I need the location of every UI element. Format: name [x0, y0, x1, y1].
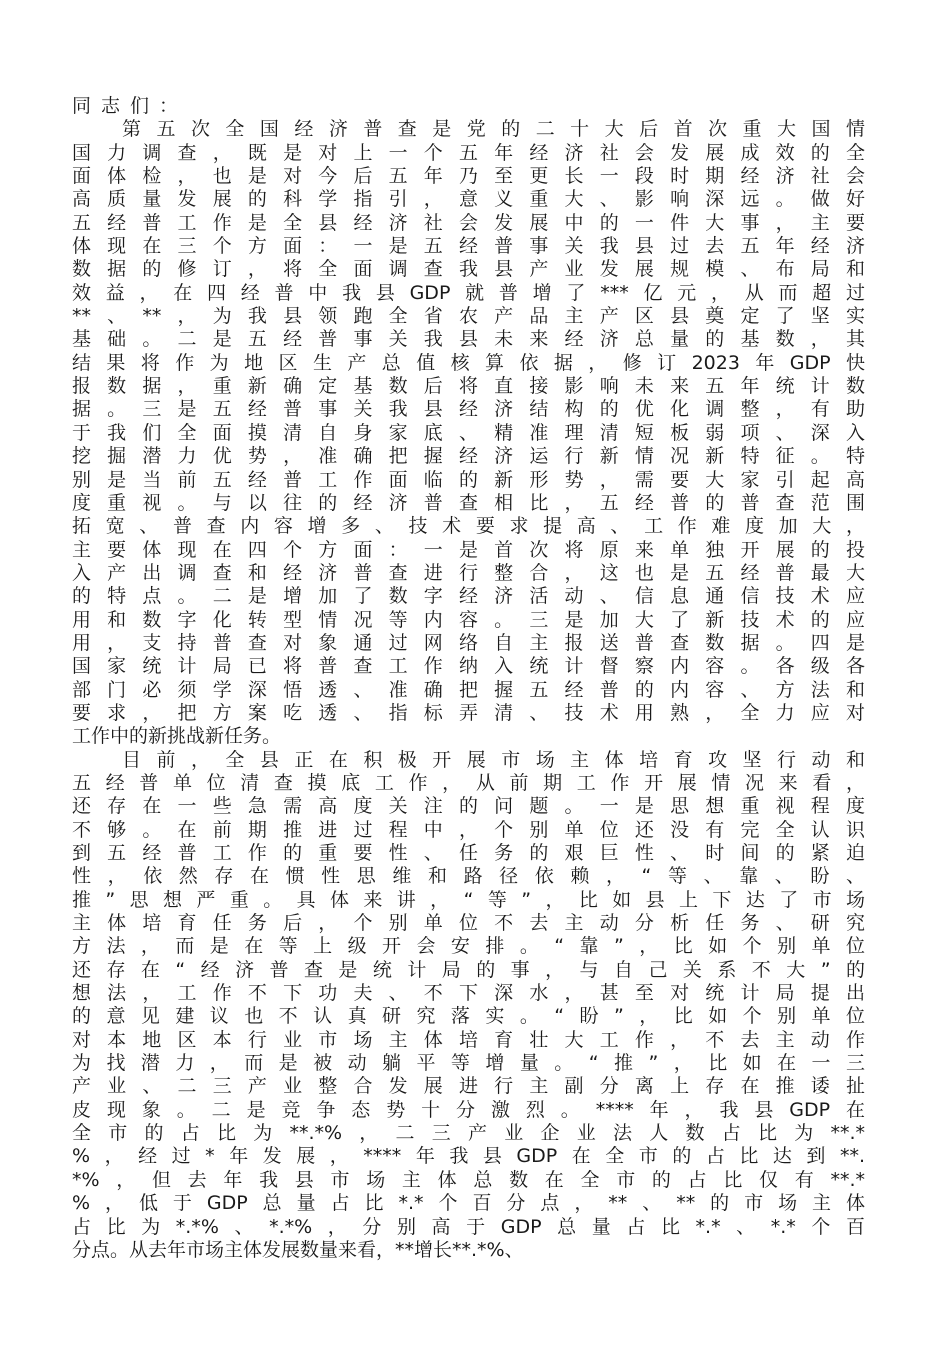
- text-line: 占比为*.*%、*.*%，分别高于GDP总量占比*.*、*.*个百: [72, 1215, 865, 1238]
- text-line: 的特点。二是增加了数字经济活动、信息通信技术应: [72, 585, 865, 608]
- text-line: 还存在一些急需高度关注的问题。一是思想重视程度: [72, 795, 865, 818]
- text-line: 五经普工作是全县经济社会发展中的一件大事，主要: [72, 211, 865, 234]
- text-line: **、**，为我县领跑全省农产品主产区县奠定了坚实: [72, 305, 865, 328]
- text-line: 度重视。与以往的经济普查相比，五经普的普查范围: [72, 491, 865, 514]
- text-line: 五经普单位清查摸底工作，从前期工作开展情况来看，: [72, 771, 865, 794]
- text-line: *%，但去年我县市场主体总数在全市的占比仅有**.*: [72, 1168, 865, 1191]
- paragraphs: [72, 118, 865, 1262]
- text-line: 主体培育任务后，个别单位不去主动分析任务、研究: [72, 912, 865, 935]
- text-line: %，经过*年发展，****年我县GDP在全市的占比达到**.: [72, 1145, 865, 1168]
- text-line: 用和数字化转型情况等内容。三是加大了新技术的应: [72, 608, 865, 631]
- paragraph: [72, 118, 865, 748]
- text-line: 还存在“经济普查是统计局的事，与自己关系不大”的: [72, 958, 865, 981]
- text-line: 部门必须学深悟透、准确把握五经普的内容、方法和: [72, 678, 865, 701]
- text-line: 于我们全面摸清自身家底、精准理清短板弱项、深入: [72, 421, 865, 444]
- text-line: 主要体现在四个方面：一是首次将原来单独开展的投: [72, 538, 865, 561]
- text-line: 对本地区本行业市场主体培育壮大工作，不去主动作: [72, 1028, 865, 1051]
- text-line: 要求，把方案吃透、指标弄清、技术用熟，全力应对: [72, 701, 865, 724]
- text-line: 体现在三个方面：一是五经普事关我县过去五年经济: [72, 235, 865, 258]
- text-line: 据。三是五经普事关我县经济结构的优化调整，有助: [72, 398, 865, 421]
- text-line: 国家统计局已将普查工作纳入统计督察内容。各级各: [72, 655, 865, 678]
- text-line: 国力调查，既是对上一个五年经济社会发展成效的全: [72, 141, 865, 164]
- salutation: 同志们：: [72, 95, 189, 117]
- text-line: 基础。二是五经普事关我县未来经济总量的基数，其: [72, 328, 865, 351]
- text-line: 效益，在四经普中我县GDP就普增了***亿元，从而超过: [72, 281, 865, 304]
- text-line: 到五经普工作的重要性、任务的艰巨性、时间的紧迫: [72, 842, 865, 864]
- text-line: 用，支持普查对象通过网络自主报送普查数据。四是: [72, 631, 865, 654]
- text-line: 挖掘潜力优势，准确把握经济运行新情况新特征。特: [72, 445, 865, 468]
- text-line: 目前，全县正在积极开展市场主体培育攻坚行动和: [122, 748, 865, 771]
- text-line: 的意见建议也不认真研究落实。“盼”，比如个别单位: [72, 1005, 865, 1028]
- text-line: 方法，而是在等上级开会安排。“靠”，比如个别单位: [72, 935, 865, 958]
- text-line: 皮现象。二是竞争态势十分激烈。****年，我县GDP在: [72, 1098, 865, 1121]
- text-line: 高质量发展的科学指引，意义重大、影响深远。做好: [72, 188, 865, 211]
- text-line: 第五次全国经济普查是党的二十大后首次重大国情: [122, 118, 865, 141]
- text-line: 别是当前五经普工作面临的新形势，需要大家引起高: [72, 468, 865, 491]
- text-line: 全市的占比为**.*%，二三产业企业法人数占比为**.*: [72, 1122, 865, 1145]
- text-line: %，低于GDP总量占比*.*个百分点，**、**的市场主体: [72, 1192, 865, 1215]
- paragraph: [72, 749, 865, 1263]
- text-line: 性，依然存在惯性思维和路径依赖，“等、靠、盼、: [72, 865, 865, 888]
- text-line: 面体检，也是对今后五年乃至更长一段时期经济社会: [72, 165, 865, 188]
- text-line: 结果将作为地区生产总值核算依据，修订2023年GDP快: [72, 351, 865, 374]
- document-body: [72, 95, 865, 1262]
- text-line: 分点。从去年市场主体发展数量来看，**增长**.*%、: [72, 1238, 524, 1261]
- text-line: 工作中的新挑战新任务。: [72, 725, 282, 748]
- text-line: 为找潜力，而是被动躺平等增量。“推”，比如在一三: [72, 1052, 865, 1075]
- text-line: 报数据，重新确定基数后将直接影响未来五年统计数: [72, 375, 865, 398]
- text-line: 不够。在前期推进过程中，个别单位还没有完全认识: [72, 818, 865, 841]
- text-line: 推”思想严重。具体来讲，“等”，比如县上下达了市场: [72, 888, 865, 911]
- text-line: 数据的修订，将全面调查我县产业发展规模、布局和: [72, 258, 865, 281]
- text-line: 想法，工作不下功夫、不下深水，甚至对统计局提出: [72, 982, 865, 1005]
- text-line: 产业、二三产业整合发展进行主副分离上存在推诿扯: [72, 1075, 865, 1098]
- text-line: 拓宽、普查内容增多、技术要求提高、工作难度加大，: [72, 515, 865, 538]
- text-line: 入产出调查和经济普查进行整合，这也是五经普最大: [72, 561, 865, 584]
